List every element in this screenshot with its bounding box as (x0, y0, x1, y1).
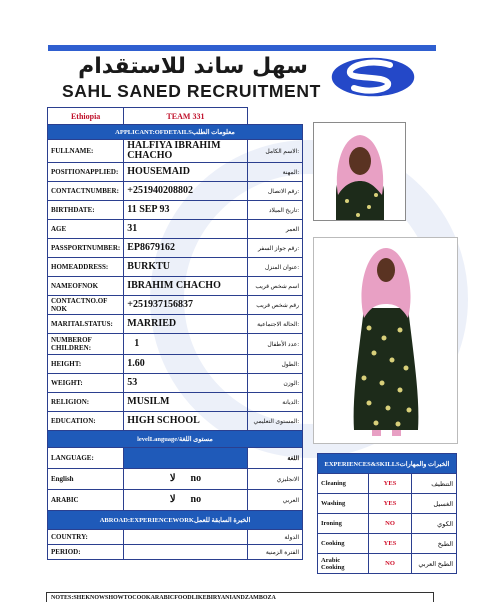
skill-name: Arabic Cooking (318, 554, 369, 574)
field-label-ar: العمر (247, 220, 302, 239)
section-abroad-experience: ABROAD:EXPERIENCEWORKالخبرة السابقة للعمل (48, 511, 303, 530)
notes-text: NOTES:SHEKNOWSHOWTOCOOKARABICFOODLIKEBIRYANIANDZAMBOZA (46, 592, 434, 602)
language-english-mark: لا (169, 473, 176, 484)
field-label: PASSPORTNUMBER: (48, 239, 124, 258)
field-label: CONTACTNUMBER: (48, 182, 124, 201)
applicant-table (47, 107, 303, 560)
skill-value: NO (369, 514, 412, 534)
language-english-level (124, 469, 247, 490)
field-label: EDUCATION: (48, 412, 124, 431)
skill-value: NO (369, 554, 412, 574)
field-value: MARRIED (124, 315, 247, 334)
field-label: FULLNAME: (48, 140, 124, 163)
field-label-ar: الطول: (247, 355, 302, 374)
language-arabic-level (124, 490, 247, 511)
experience-country-label: COUNTRY: (48, 530, 124, 545)
full-body-image (314, 238, 457, 443)
field-label: BIRTHDATE: (48, 201, 124, 220)
field-value: BURKTU (124, 258, 247, 277)
field-label-ar: رقم الاتصال: (247, 182, 302, 201)
field-label-ar: المهنة: (247, 163, 302, 182)
skill-name: Ironing (318, 514, 369, 534)
skill-name-ar: الطبخ العربي (412, 554, 457, 574)
field-label-ar: الاسم الكامل: (247, 140, 302, 163)
field-label-ar: تاريخ الميلاد: (247, 201, 302, 220)
field-value: HIGH SCHOOL (124, 412, 247, 431)
experience-country-ar: الدولة (247, 530, 302, 545)
field-value: HALFIYA IBRAHIM CHACHO (124, 140, 247, 163)
language-label-ar: اللغة (247, 448, 302, 469)
language-english-ar: الانجليزي (247, 469, 302, 490)
skill-name-ar: الغسيل (412, 494, 457, 514)
skill-value: YES (369, 494, 412, 514)
field-label-ar: عنوان المنزل: (247, 258, 302, 277)
section-applicant-details: APPLICANT:OFDETAILSمعلومات الطلب (48, 125, 303, 140)
section-language-level: levelLanguage/مستوى اللغة (48, 431, 303, 448)
field-label: WEIGHT: (48, 374, 124, 393)
company-logo-icon (328, 55, 418, 99)
field-value: 31 (124, 220, 247, 239)
field-label-ar: اسم شخص قريب (247, 277, 302, 296)
field-label: RELIGION: (48, 393, 124, 412)
field-label-ar: الوزن: (247, 374, 302, 393)
experience-country-value (124, 530, 247, 545)
language-label: LANGUAGE: (48, 448, 124, 469)
skill-name-ar: التنظيف (412, 474, 457, 494)
skill-name: Cooking (318, 534, 369, 554)
logo-english-text: SAHL SANED RECRUITMENT (62, 81, 321, 101)
field-value: +251937156837 (124, 296, 247, 315)
experience-period-label: PERIOD: (48, 545, 124, 560)
field-value: MUSILM (124, 393, 247, 412)
experience-period-ar: الفترة الزمنية (247, 545, 302, 560)
skill-name: Cleaning (318, 474, 369, 494)
field-label-ar: عدد الأطفال: (247, 334, 302, 355)
field-value: 53 (124, 374, 247, 393)
language-level-header (124, 448, 247, 469)
skills-table (317, 453, 457, 574)
skill-value: YES (369, 474, 412, 494)
field-value: 11 SEP 93 (124, 201, 247, 220)
language-arabic-ar: العربي (247, 490, 302, 511)
language-arabic-value: no (190, 494, 202, 505)
language-arabic-mark: لا (169, 494, 176, 505)
field-label: AGE (48, 220, 124, 239)
full-body-photo (313, 237, 458, 444)
field-label-ar: رقم جواز السفر: (247, 239, 302, 258)
field-value: +251940208802 (124, 182, 247, 201)
section-experience-skills: EXPERIENCES&SKILLSالخبرات والمهارات (318, 454, 457, 474)
field-label: HOMEADDRESS: (48, 258, 124, 277)
portrait-photo (313, 122, 406, 221)
field-label-ar: الديانة: (247, 393, 302, 412)
skill-value: YES (369, 534, 412, 554)
field-value: IBRAHIM CHACHO (124, 277, 247, 296)
language-arabic: ARABIC (48, 490, 124, 511)
field-label-ar: الحالة الاجتماعية: (247, 315, 302, 334)
experience-period-value (124, 545, 247, 560)
portrait-image (314, 123, 405, 220)
field-label: NUMBEROF CHILDREN: (48, 334, 124, 355)
field-value: 1.60 (124, 355, 247, 374)
language-english: English (48, 469, 124, 490)
field-value: EP8679162 (124, 239, 247, 258)
field-label: NAMEOFNOK (48, 277, 124, 296)
language-english-value: no (190, 473, 202, 484)
field-label: MARITALSTATUS: (48, 315, 124, 334)
field-label: CONTACTNO.OF NOK (48, 296, 124, 315)
field-label: HEIGHT: (48, 355, 124, 374)
team-cell: TEAM 331 (124, 108, 247, 125)
skill-name: Washing (318, 494, 369, 514)
field-label-ar: رقم شخص قريب (247, 296, 302, 315)
field-value: HOUSEMAID (124, 163, 247, 182)
field-label: POSITIONAPPLIED: (48, 163, 124, 182)
skill-name-ar: الطبخ (412, 534, 457, 554)
country-cell: Ethiopia (48, 108, 124, 125)
field-label-ar: المستوى التعليمي: (247, 412, 302, 431)
skill-name-ar: الكوي (412, 514, 457, 534)
field-value: 1 (124, 334, 247, 355)
logo-arabic-text: سهل ساند للاستقدام (78, 54, 308, 79)
